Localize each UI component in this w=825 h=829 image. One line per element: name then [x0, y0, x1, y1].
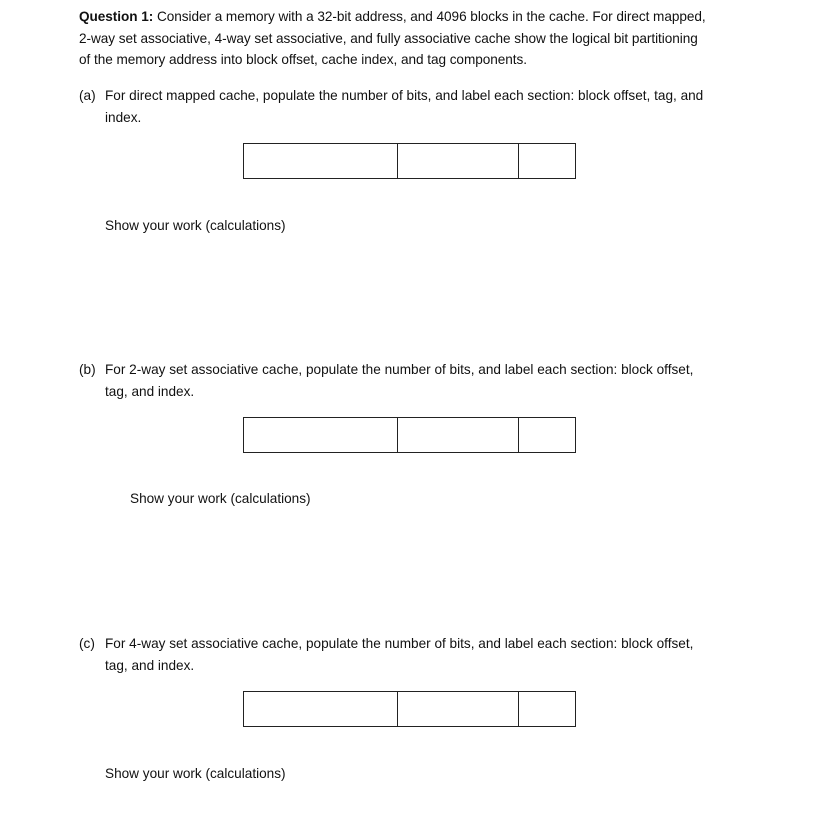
part-b-line-1: For 2-way set associative cache, populate the number of bits, and label each section: block offset,	[105, 362, 694, 377]
part-c-address-partition-box	[243, 691, 576, 727]
question-line-3: of the memory address into block offset, cache index, and tag components.	[79, 52, 527, 67]
part-c-field-2[interactable]	[398, 692, 519, 726]
part-b-prompt	[79, 359, 759, 402]
part-a-address-partition-box	[243, 143, 576, 179]
part-b-field-1[interactable]	[244, 418, 398, 452]
question-text-1: Consider a memory with a 32-bit address, and 4096 blocks in the cache. For direct mapped,	[153, 9, 706, 24]
question-label: Question 1:	[79, 9, 154, 24]
part-c-line-1: For 4-way set associative cache, populate the number of bits, and label each section: block offset,	[105, 636, 694, 651]
part-c-field-1[interactable]	[244, 692, 398, 726]
part-c-line-2: tag, and index.	[105, 657, 195, 673]
part-a-field-2[interactable]	[398, 144, 519, 178]
part-b-line-2: tag, and index.	[105, 383, 195, 399]
question-intro	[79, 6, 759, 71]
part-a-work-label: Show your work (calculations)	[105, 218, 286, 233]
part-a-prompt	[79, 85, 759, 128]
part-c-field-3[interactable]	[519, 692, 575, 726]
part-b-field-3[interactable]	[519, 418, 575, 452]
part-b-address-partition-box	[243, 417, 576, 453]
part-c-marker: (c)	[79, 636, 95, 651]
part-a-line-2: index.	[105, 109, 142, 125]
part-c-work-label: Show your work (calculations)	[105, 766, 286, 781]
question-line-2: 2-way set associative, 4-way set associative, and fully associative cache show the logical bit partitioning	[79, 30, 698, 46]
question-line-1	[79, 6, 759, 28]
part-a-field-1[interactable]	[244, 144, 398, 178]
part-b-marker: (b)	[79, 362, 96, 377]
part-b-field-2[interactable]	[398, 418, 519, 452]
part-a-line-1: For direct mapped cache, populate the number of bits, and label each section: block offset, tag, and	[105, 88, 704, 103]
part-a-field-3[interactable]	[519, 144, 575, 178]
part-b-work-label: Show your work (calculations)	[130, 491, 311, 506]
part-a-marker: (a)	[79, 88, 96, 103]
part-c-prompt	[79, 633, 759, 676]
